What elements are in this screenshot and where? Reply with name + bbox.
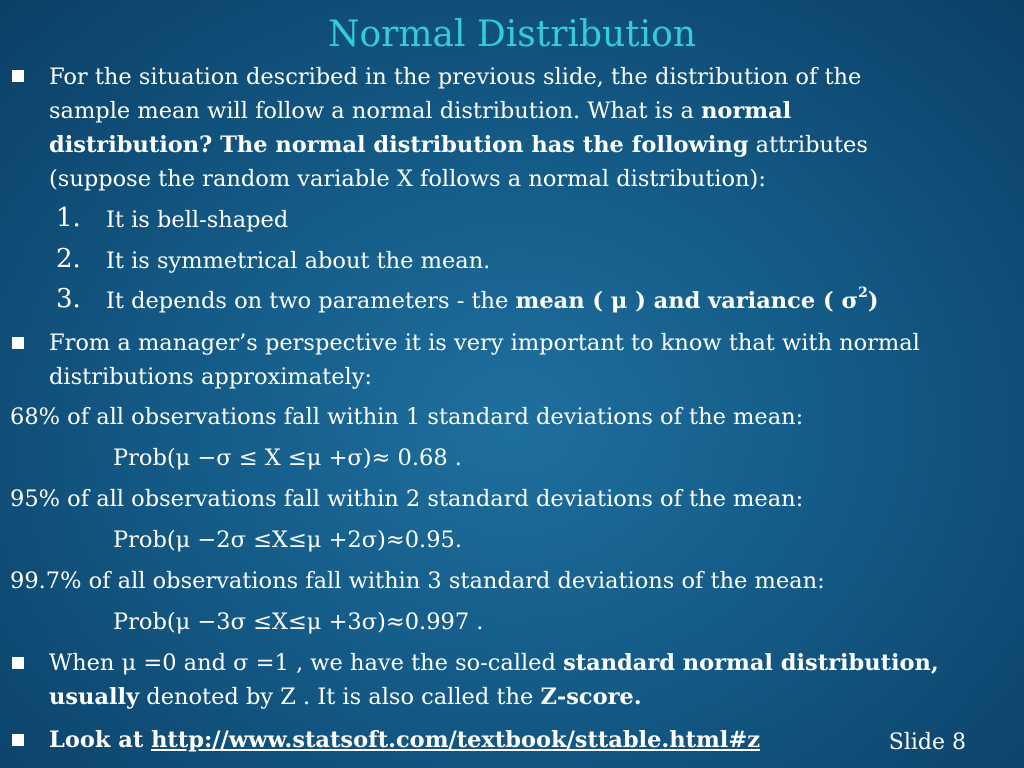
bullet3-line2-bold: usually xyxy=(49,684,140,710)
bullet-square-icon xyxy=(12,657,24,669)
list-item-2: It is symmetrical about the mean. xyxy=(106,248,491,274)
bullet2-line1: From a manager’s perspective it is very important to know that with normal xyxy=(49,330,920,356)
list-item-3-superscript: 2 xyxy=(858,285,868,301)
list-item-3 xyxy=(106,285,879,314)
bullet1-line1: For the situation described in the previous slide, the distribution of the xyxy=(49,64,862,90)
bullet3-line1-text: When μ =0 and σ =1 , we have the so-called xyxy=(49,650,564,676)
bullet3-line2-text: denoted by Z . It is also called the xyxy=(139,684,541,710)
bullet2-line2: distributions approximately: xyxy=(49,364,373,390)
rule-2-probability: Prob(μ −2σ ≤X≤μ +2σ)≈0.95. xyxy=(113,527,462,553)
list-item-3-bold-text: mean ( μ ) and variance ( σ xyxy=(515,288,859,314)
bullet1-line4: (suppose the random variable X follows a normal distribution): xyxy=(49,166,766,192)
bullet-square-icon xyxy=(12,70,24,82)
rule-1-probability: Prob(μ −σ ≤ X ≤μ +σ)≈ 0.68 . xyxy=(113,445,462,471)
rule-3-description: 99.7% of all observations fall within 3 standard deviations of the mean: xyxy=(10,568,825,594)
bullet1-line2-text: sample mean will follow a normal distribution. What is a xyxy=(49,98,702,124)
bullet4-label: Look at xyxy=(49,727,152,753)
bullet1-line3-bold: distribution? The normal distribution has the following xyxy=(49,132,749,158)
list-item-1: It is bell-shaped xyxy=(106,207,289,233)
list-number-1: 1. xyxy=(56,203,81,233)
bullet-square-icon xyxy=(12,734,24,746)
bullet3-line1 xyxy=(49,652,939,675)
bullet1-line2-bold: normal xyxy=(701,98,792,124)
slide-title: Normal Distribution xyxy=(327,14,697,55)
rule-1-description: 68% of all observations fall within 1 standard deviations of the mean: xyxy=(10,404,804,430)
list-item-3-bold-close: ) xyxy=(867,288,879,314)
slide-number: Slide 8 xyxy=(888,730,966,755)
list-number-2: 2. xyxy=(56,244,81,274)
bullet3-line2-zscore: Z-score. xyxy=(540,684,642,710)
list-item-3-bold xyxy=(515,285,879,314)
bullet1-line3-text: attributes xyxy=(748,132,868,158)
bullet-square-icon xyxy=(12,337,24,349)
list-item-3-text: It depends on two parameters - the xyxy=(106,288,516,314)
rule-3-probability: Prob(μ −3σ ≤X≤μ +3σ)≈0.997 . xyxy=(113,609,484,635)
statsoft-link[interactable]: http://www.statsoft.com/textbook/sttable.html#z xyxy=(151,727,760,753)
list-number-3: 3. xyxy=(56,284,81,314)
bullet1-line3 xyxy=(49,134,868,157)
bullet3-line2 xyxy=(49,686,642,709)
bullet3-line1-bold: standard normal distribution, xyxy=(563,650,939,676)
bullet4-line xyxy=(49,729,760,752)
rule-2-description: 95% of all observations fall within 2 standard deviations of the mean: xyxy=(10,486,804,512)
bullet1-line2 xyxy=(49,100,791,123)
